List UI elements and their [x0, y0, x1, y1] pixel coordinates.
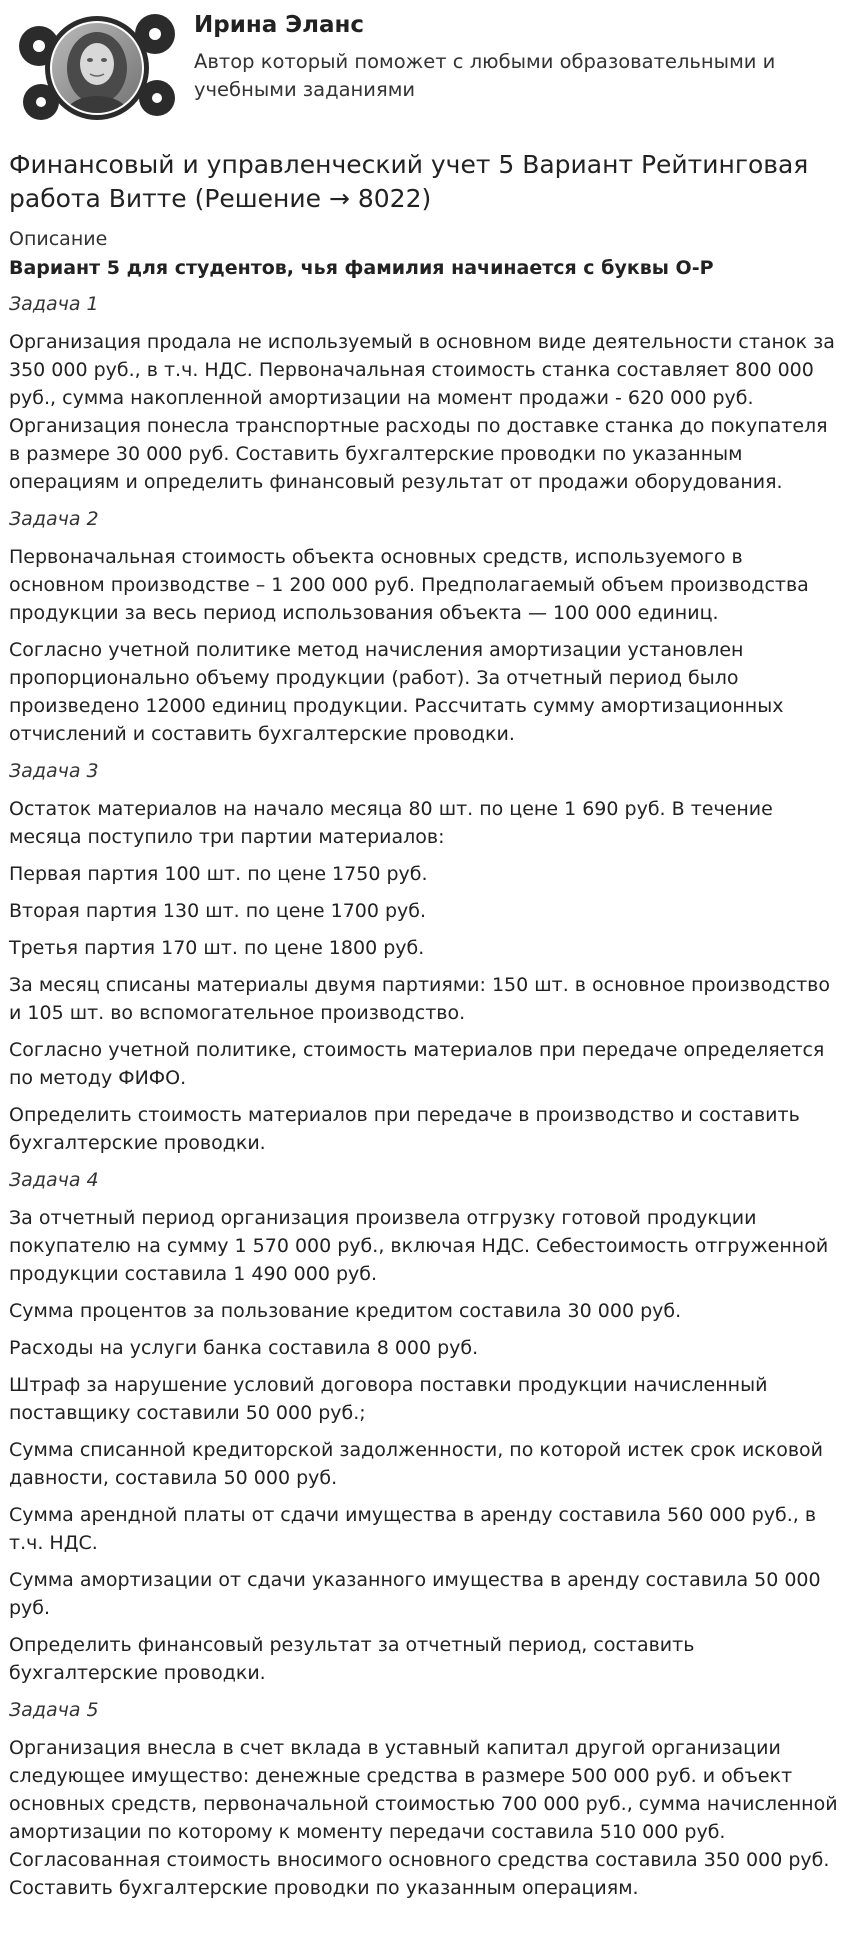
task-paragraph: Третья партия 170 шт. по цене 1800 руб.: [9, 937, 425, 959]
task-paragraph: Сумма амортизации от сдачи указанного имущества в аренду составила 50 000 руб.: [9, 1569, 821, 1619]
task-paragraph: Первоначальная стоимость объекта основных средств, используемого в основном производстве – 1 200 000 руб. Предполагаемый объем производства продукции за весь период использования объекта — 100 000 единиц.: [9, 546, 809, 624]
task-paragraph: За месяц списаны материалы двумя партиями: 150 шт. в основное производство и 105 шт. во вспомогательное производство.: [9, 974, 830, 1024]
task-paragraph: Согласно учетной политике метод начисления амортизации установлен пропорционально объему продукции (работ). За отчетный период было произведено 12000 единиц продукции. Рассчитать сумму амортизационных отчислений и составить бухгалтерские проводки.: [9, 639, 784, 745]
author-name[interactable]: Ирина Эланс: [194, 12, 365, 38]
author-description: Автор который поможет с любыми образовательными и учебными заданиями: [194, 50, 776, 101]
task-paragraph: За отчетный период организация произвела отгрузку готовой продукции покупателю на сумму 1 570 000 руб., включая НДС. Себестоимость отгруженной продукции составила 1 490 000 руб.: [9, 1207, 829, 1285]
task-heading: Задача 5: [9, 1699, 99, 1721]
tasks-list: [9, 290, 838, 1902]
task-heading: Задача 1: [9, 293, 99, 315]
author-card: [9, 0, 838, 128]
task-paragraph: Сумма арендной платы от сдачи имущества в аренду составила 560 000 руб., в т.ч. НДС.: [9, 1504, 817, 1554]
task-heading: Задача 4: [9, 1169, 99, 1191]
task-paragraph: Сумма процентов за пользование кредитом составила 30 000 руб.: [9, 1300, 682, 1322]
variant-heading: Вариант 5 для студентов, чья фамилия начинается с буквы О-Р: [9, 257, 714, 279]
task-paragraph: Определить стоимость материалов при передаче в производство и составить бухгалтерские проводки.: [9, 1104, 800, 1154]
task-heading: Задача 2: [9, 508, 99, 530]
task-paragraph: Определить финансовый результат за отчетный период, составить бухгалтерские проводки.: [9, 1634, 695, 1684]
author-avatar[interactable]: [17, 6, 177, 126]
task-paragraph: Первая партия 100 шт. по цене 1750 руб.: [9, 863, 428, 885]
task-paragraph: Организация продала не используемый в основном виде деятельности станок за 350 000 руб., в т.ч. НДС. Первоначальная стоимость станка составляет 800 000 руб., сумма накопленной амортизации на момент продажи - 620 000 руб. Организация понесла транспортные расходы по доставке станка до покупателя в размере 30 000 руб. Составить бухгалтерские проводки по указанным операциям и определить финансовый результат от продажи оборудования.: [9, 331, 835, 493]
task-paragraph: Согласно учетной политике, стоимость материалов при передаче определяется по методу ФИФО.: [9, 1039, 825, 1089]
task-paragraph: Вторая партия 130 шт. по цене 1700 руб.: [9, 900, 427, 922]
task-heading: Задача 3: [9, 760, 99, 782]
task-paragraph: Остаток материалов на начало месяца 80 шт. по цене 1 690 руб. В течение месяца поступило три партии материалов:: [9, 798, 773, 848]
task-paragraph: Организация внесла в счет вклада в уставный капитал другой организации следующее имущество: денежные средства в размере 500 000 руб. и объект основных средств, первоначальной стоимостью 700 000 руб., сумма начисленной амортизации по которому к моменту передачи составила 510 000 руб. Согласованная стоимость вносимого основного средства составила 350 000 руб. Составить бухгалтерские проводки по указанным операциям.: [9, 1737, 838, 1899]
description-label: Описание: [9, 228, 108, 250]
task-paragraph: Сумма списанной кредиторской задолженности, по которой истек срок исковой давности, составила 50 000 руб.: [9, 1439, 824, 1489]
page-title: Финансовый и управленческий учет 5 Вариант Рейтинговая работа Витте (Решение → 8022): [9, 150, 809, 213]
task-paragraph: Штраф за нарушение условий договора поставки продукции начисленный поставщику составили 50 000 руб.;: [9, 1374, 768, 1424]
task-paragraph: Расходы на услуги банка составила 8 000 руб.: [9, 1337, 479, 1359]
